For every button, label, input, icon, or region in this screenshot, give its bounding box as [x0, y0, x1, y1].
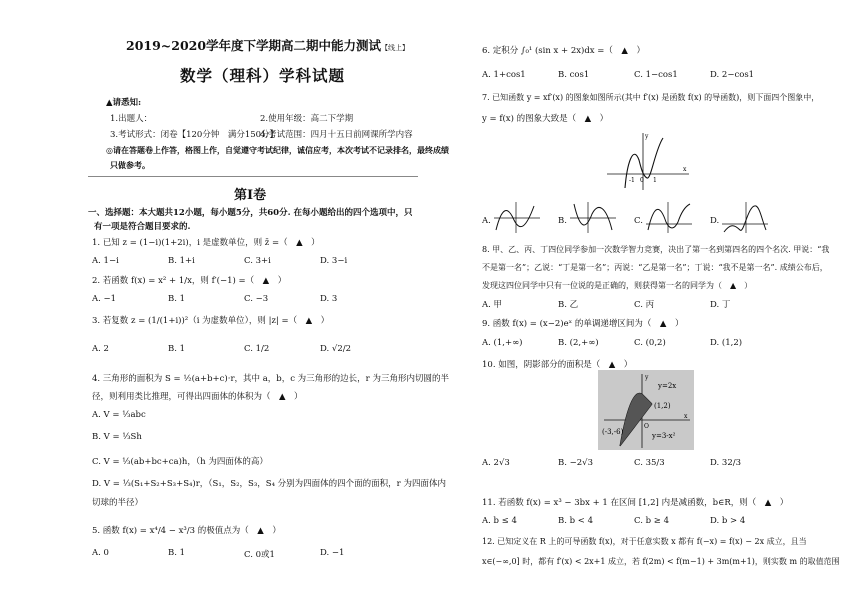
question-1-stem: 1. 已知 z = (1−i)(1+2i)，i 是虚数单位，则 z̄ =（ ▲ ） — [92, 238, 320, 248]
section-title: 第Ⅰ卷 — [234, 188, 267, 203]
question-11-option-c[interactable]: C. b ≥ 4 — [634, 516, 669, 526]
question-10-option-d[interactable]: D. 32/3 — [710, 458, 742, 468]
question-6-option-b[interactable]: B. cos1 — [558, 70, 590, 80]
notice-heading: ▲请悉知: — [106, 98, 142, 108]
exam-tag: 【线上】 — [381, 44, 410, 52]
question-6-option-c[interactable]: C. 1−cos1 — [634, 70, 678, 80]
question-1-option-b[interactable]: B. 1+i — [168, 256, 195, 266]
question-3-option-d[interactable]: D. √2/2 — [320, 344, 352, 354]
question-5-option-b[interactable]: B. 1 — [168, 548, 186, 558]
notice-item-3: 3.考试形式：闭卷【120分钟 满分150分】 — [110, 130, 279, 140]
question-6-stem: 6. 定积分 ∫₀¹ (sin x + 2x)dx =（ ▲ ） — [482, 46, 645, 56]
question-8-option-b[interactable]: B. 乙 — [558, 300, 579, 310]
question-11-option-a[interactable]: A. b ≤ 4 — [482, 516, 517, 526]
question-8-stem-line1: 8. 甲、乙、丙、丁四位同学参加一次数学智力竞赛，决出了第一名到第四名的四个名次. 甲说：“我 — [482, 245, 830, 254]
svg-text:x: x — [683, 166, 687, 173]
question-9-option-c[interactable]: C. (0,2) — [634, 338, 666, 348]
question-7-option-d[interactable]: D. — [710, 216, 720, 226]
svg-text:y: y — [645, 133, 649, 140]
question-7-option-c[interactable]: C. — [634, 216, 643, 226]
notice-item-4: 4.考试范围：四月十五日前网课所学内容 — [260, 130, 413, 140]
svg-text:-1: -1 — [629, 177, 635, 184]
question-1-option-c[interactable]: C. 3+i — [244, 256, 271, 266]
figure-label-y: y — [645, 374, 649, 381]
question-4-option-a[interactable]: A. V = ⅓abc — [92, 410, 146, 420]
question-9-option-d[interactable]: D. (1,2) — [710, 338, 743, 348]
question-11-option-d[interactable]: D. b > 4 — [710, 516, 746, 526]
notice-item-2: 2.使用年级：高二下学期 — [260, 114, 354, 124]
question-11-option-b[interactable]: B. b < 4 — [558, 516, 594, 526]
section-desc-line1: 一、选择题：本大题共12小题，每小题5分，共60分. 在每小题给出的四个选项中，只 — [88, 208, 413, 218]
question-7-option-b[interactable]: B. — [558, 216, 567, 226]
figure-label-point-1-2: (1,2) — [654, 402, 671, 410]
question-9-option-a[interactable]: A. (1,+∞) — [482, 338, 523, 348]
question-12-stem-line1: 12. 已知定义在 R 上的可导函数 f(x)，对于任意实数 x 都有 f(−x) = f(x) − 2x 成立，且当 — [482, 537, 807, 546]
question-7-option-a[interactable]: A. — [482, 216, 491, 226]
notice-warning-line1: ◎请在答题卷上作答，格图上作，自觉遵守考试纪律，诚信应考，本次考试不记录排名，最终成绩 — [106, 145, 449, 155]
question-10-stem: 10. 如图，阴影部分的面积是（ ▲ ） — [482, 360, 633, 370]
question-10-option-a[interactable]: A. 2√3 — [482, 458, 510, 468]
question-8-stem-line3: 发现这四位同学中只有一位说的是正确的，则获得第一名的同学为（ ▲ ） — [482, 281, 753, 290]
exam-title-text: 2019~2020学年度下学期高二期中能力测试 — [126, 38, 382, 53]
question-3-option-b[interactable]: B. 1 — [168, 344, 186, 354]
question-5-option-c[interactable]: C. 0或1 — [244, 550, 275, 560]
question-5-stem: 5. 函数 f(x) = x⁴/4 − x³/3 的极值点为（ ▲ ） — [92, 526, 281, 536]
question-4-stem-line1: 4. 三角形的面积为 S = ½(a+b+c)·r，其中 a，b，c 为三角形的边长，r 为三角形内切圆的半 — [92, 374, 449, 384]
figure-label-y2x: y=2x — [658, 382, 677, 390]
question-7-stem-line2: y = f(x) 的图象大致是（ ▲ ） — [482, 114, 609, 124]
question-4-option-c[interactable]: C. V = ⅓(ab+bc+ca)h，（h 为四面体的高） — [92, 457, 268, 467]
question-2-option-c[interactable]: C. −3 — [244, 294, 269, 304]
question-2-option-b[interactable]: B. 1 — [168, 294, 186, 304]
question-4-stem-line2: 径，则利用类比推理，可得出四面体的体积为（ ▲ ） — [92, 392, 303, 402]
question-5-option-a[interactable]: A. 0 — [92, 548, 109, 558]
question-11-stem: 11. 若函数 f(x) = x³ − 3bx + 1 在区间 [1,2] 内是减函数，b∈R，则（ ▲ ） — [482, 498, 789, 508]
question-7-graph-a — [492, 200, 542, 234]
question-6-option-d[interactable]: D. 2−cos1 — [710, 70, 755, 80]
question-9-option-b[interactable]: B. (2,+∞) — [558, 338, 599, 348]
notice-item-1: 1.出题人： — [110, 114, 153, 124]
divider — [88, 176, 418, 177]
figure-label-curve: y=3-x² — [652, 432, 676, 440]
question-10-option-c[interactable]: C. 35/3 — [634, 458, 665, 468]
question-4-option-b[interactable]: B. V = ⅓Sh — [92, 432, 142, 442]
question-10-option-b[interactable]: B. −2√3 — [558, 458, 594, 468]
figure-label-x: x — [684, 413, 688, 420]
exam-subtitle: 数学（理科）学科试题 — [180, 66, 346, 85]
question-4-option-d[interactable]: D. V = ⅓(S₁+S₂+S₃+S₄)r，（S₁，S₂，S₃，S₄ 分别为四面体的四个面的面积，r 为四面体内 — [92, 479, 446, 489]
question-8-option-d[interactable]: D. 丁 — [710, 300, 731, 310]
question-8-stem-line2: 不是第一名”；乙说：“丁是第一名”；丙说：“乙是第一名”；丁说：“我不是第一名”. 成绩公布后， — [482, 263, 828, 272]
question-3-option-c[interactable]: C. 1/2 — [244, 344, 270, 354]
question-7-graph-c — [644, 200, 694, 234]
question-7-main-graph — [603, 130, 693, 192]
question-10-figure — [598, 370, 694, 450]
question-8-option-a[interactable]: A. 甲 — [482, 300, 503, 310]
question-3-stem: 3. 若复数 z = (1/(1+i))²（i 为虚数单位），则 |z| =（ ▲ ） — [92, 316, 330, 326]
figure-label-origin: O — [644, 423, 649, 430]
question-3-option-a[interactable]: A. 2 — [92, 344, 109, 354]
question-9-stem: 9. 函数 f(x) = (x−2)eˣ 的单调递增区间为（ ▲ ） — [482, 319, 684, 329]
question-4-option-d-cont: 切球的半径） — [92, 498, 144, 508]
question-5-option-d[interactable]: D. −1 — [320, 548, 345, 558]
question-1-option-a[interactable]: A. 1−i — [92, 256, 119, 266]
figure-label-point-neg3-neg6: (-3,-6) — [602, 428, 624, 436]
svg-text:0: 0 — [640, 177, 644, 184]
question-12-stem-line2: x∈(−∞,0] 时，都有 f′(x) < 2x+1 成立，若 f(2m) < f(m−1) + 3m(m+1)，则实数 m 的取值范围 — [482, 557, 840, 566]
question-1-option-d[interactable]: D. 3−i — [320, 256, 348, 266]
section-desc-line2: 有一项是符合题目要求的. — [94, 222, 191, 232]
question-2-option-d[interactable]: D. 3 — [320, 294, 338, 304]
question-2-option-a[interactable]: A. −1 — [92, 294, 117, 304]
question-6-option-a[interactable]: A. 1+cos1 — [482, 70, 526, 80]
svg-text:1: 1 — [653, 177, 657, 184]
exam-title — [126, 36, 409, 54]
question-7-stem-line1: 7. 已知函数 y = xf′(x) 的图象如图所示(其中 f′(x) 是函数 f(x) 的导函数)，则下面四个图象中， — [482, 93, 820, 102]
question-2-stem: 2. 若函数 f(x) = x² + 1/x，则 f′(−1) =（ ▲ ） — [92, 276, 287, 286]
question-7-graph-d — [720, 200, 770, 234]
question-8-option-c[interactable]: C. 丙 — [634, 300, 655, 310]
question-7-graph-b — [568, 200, 618, 234]
notice-warning-line2: 只做参考。 — [110, 160, 150, 170]
